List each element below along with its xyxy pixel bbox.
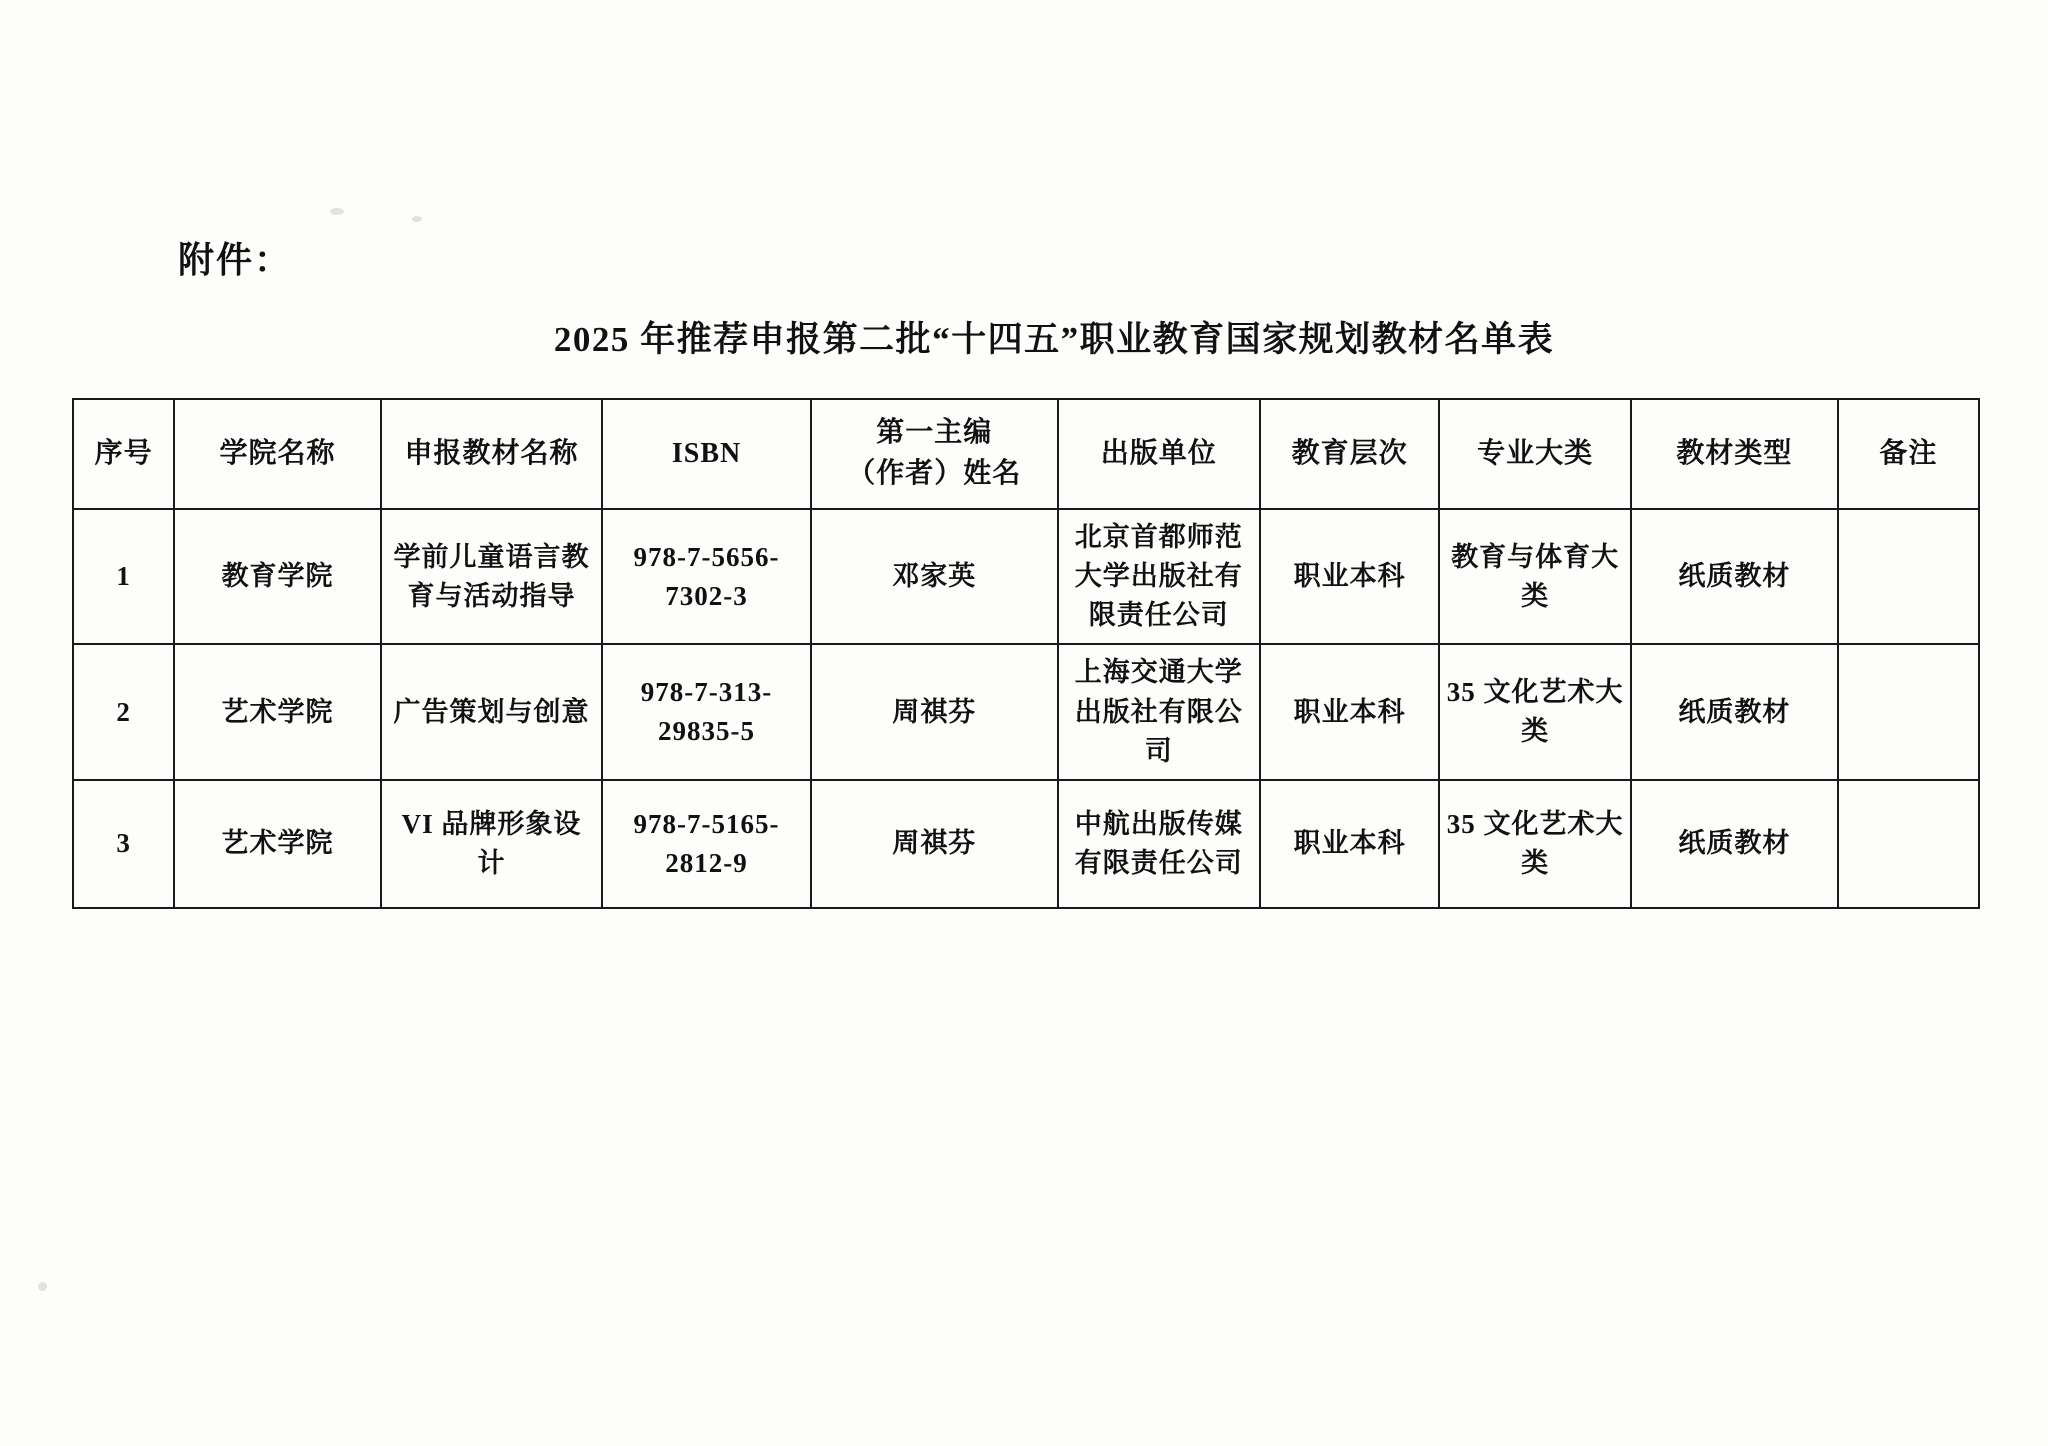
cell-education-level: 职业本科 bbox=[1260, 644, 1439, 779]
cell-material-type: 纸质教材 bbox=[1631, 780, 1838, 908]
textbook-listing-table bbox=[72, 398, 1980, 909]
column-header-major-category: 专业大类 bbox=[1439, 399, 1631, 509]
cell-remark bbox=[1838, 644, 1979, 779]
cell-major-category: 35 文化艺术大类 bbox=[1439, 644, 1631, 779]
scan-speck bbox=[330, 208, 344, 215]
attachment-label: 附件： bbox=[178, 240, 293, 280]
table-row bbox=[73, 509, 1979, 644]
cell-college: 艺术学院 bbox=[174, 644, 381, 779]
column-header-index: 序号 bbox=[73, 399, 174, 509]
cell-index: 1 bbox=[73, 509, 174, 644]
cell-major-category: 教育与体育大类 bbox=[1439, 509, 1631, 644]
cell-isbn: 978-7-5656-7302-3 bbox=[602, 509, 811, 644]
cell-major-category: 35 文化艺术大类 bbox=[1439, 780, 1631, 908]
cell-college: 教育学院 bbox=[174, 509, 381, 644]
cell-remark bbox=[1838, 509, 1979, 644]
page-title: 2025 年推荐申报第二批“十四五”职业教育国家规划教材名单表 bbox=[553, 320, 1555, 359]
textbook-listing-table-container bbox=[72, 398, 1980, 909]
cell-index: 3 bbox=[73, 780, 174, 908]
column-header-author bbox=[811, 399, 1058, 509]
cell-book-title: 学前儿童语言教育与活动指导 bbox=[381, 509, 602, 644]
table-header-row bbox=[73, 399, 1979, 509]
column-header-author-line2: （作者）姓名 bbox=[847, 458, 1022, 489]
cell-education-level: 职业本科 bbox=[1260, 509, 1439, 644]
column-header-publisher: 出版单位 bbox=[1058, 399, 1260, 509]
cell-college: 艺术学院 bbox=[174, 780, 381, 908]
cell-author: 邓家英 bbox=[811, 509, 1058, 644]
column-header-remark: 备注 bbox=[1838, 399, 1979, 509]
cell-remark bbox=[1838, 780, 1979, 908]
column-header-education-level: 教育层次 bbox=[1260, 399, 1439, 509]
scan-speck bbox=[38, 1282, 47, 1291]
cell-material-type: 纸质教材 bbox=[1631, 509, 1838, 644]
cell-author: 周祺芬 bbox=[811, 644, 1058, 779]
cell-index: 2 bbox=[73, 644, 174, 779]
cell-isbn: 978-7-313-29835-5 bbox=[602, 644, 811, 779]
scan-speck bbox=[412, 216, 422, 222]
table-row bbox=[73, 780, 1979, 908]
column-header-book-title: 申报教材名称 bbox=[381, 399, 602, 509]
cell-book-title: 广告策划与创意 bbox=[381, 644, 602, 779]
cell-education-level: 职业本科 bbox=[1260, 780, 1439, 908]
column-header-material-type: 教材类型 bbox=[1631, 399, 1838, 509]
cell-author: 周祺芬 bbox=[811, 780, 1058, 908]
column-header-author-line1: 第一主编 bbox=[876, 417, 993, 449]
cell-material-type: 纸质教材 bbox=[1631, 644, 1838, 779]
cell-publisher: 上海交通大学出版社有限公司 bbox=[1058, 644, 1260, 779]
table-row bbox=[73, 644, 1979, 779]
cell-publisher: 北京首都师范大学出版社有限责任公司 bbox=[1058, 509, 1260, 644]
cell-publisher: 中航出版传媒有限责任公司 bbox=[1058, 780, 1260, 908]
cell-book-title: VI 品牌形象设计 bbox=[381, 780, 602, 908]
column-header-college: 学院名称 bbox=[174, 399, 381, 509]
column-header-isbn: ISBN bbox=[602, 399, 811, 509]
cell-isbn: 978-7-5165-2812-9 bbox=[602, 780, 811, 908]
